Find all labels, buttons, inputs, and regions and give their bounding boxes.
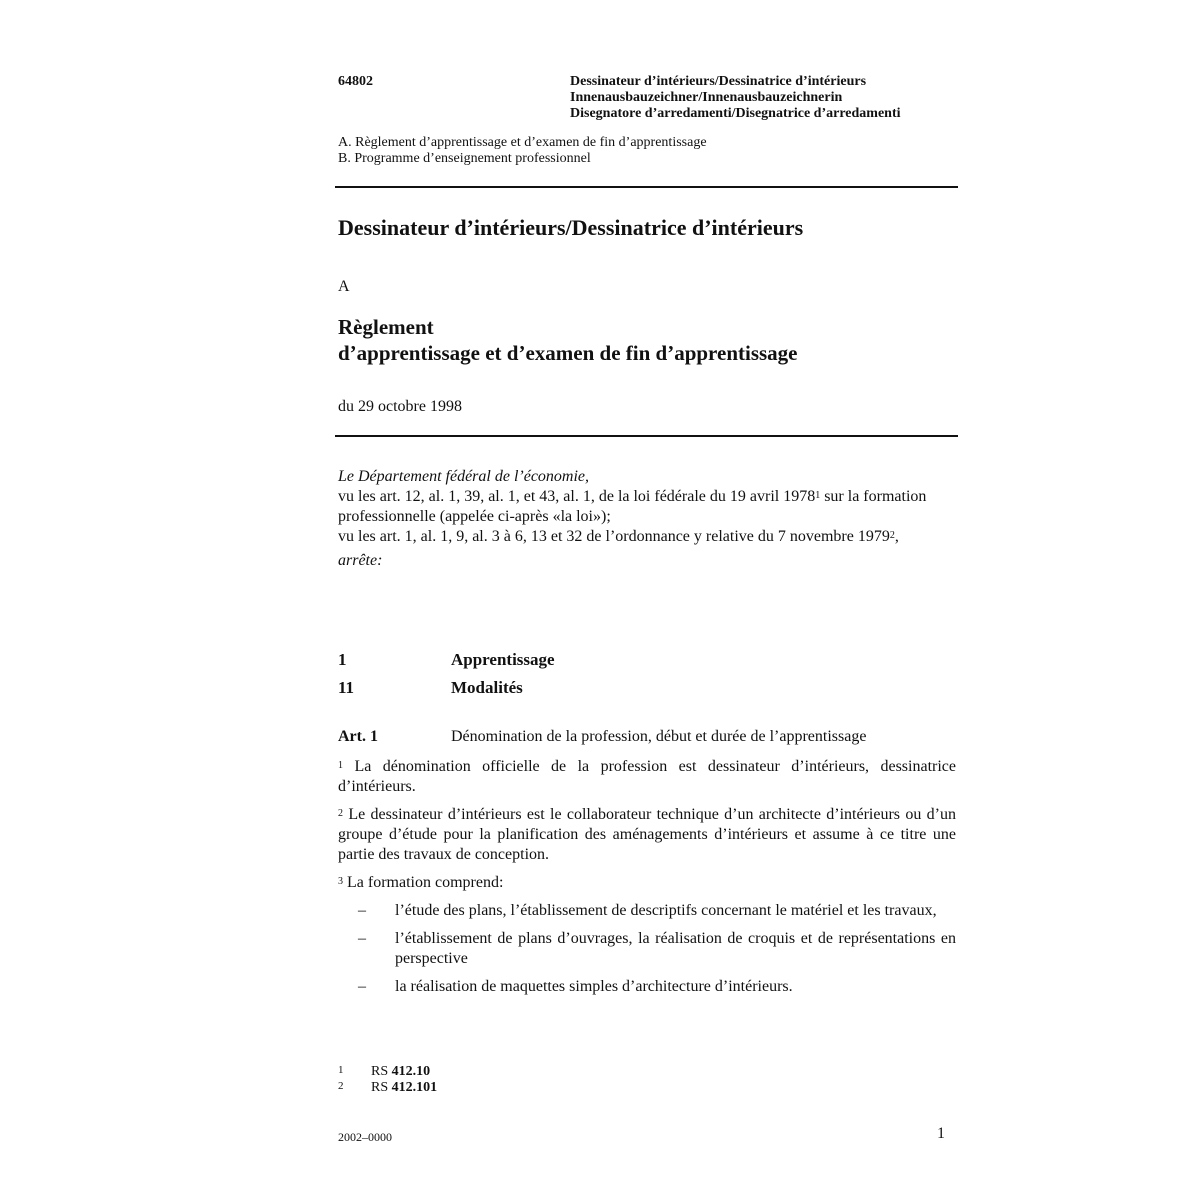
training-list: [338, 901, 956, 997]
heading-number: 11: [338, 678, 355, 697]
footnote-ref-2: 2: [889, 530, 895, 541]
footnote-ref-1: 1: [815, 490, 821, 501]
page-title: Dessinateur d’intérieurs/Dessinatrice d’intérieurs: [338, 215, 804, 240]
footnote-number: 2: [338, 1080, 344, 1092]
article-label: Art. 1: [338, 728, 378, 745]
article-paragraph-3: $^3$ La formation comprend:: [338, 874, 504, 891]
heading-number: 1: [338, 650, 347, 669]
contents-item-a: A. Règlement d’apprentissage et d’examen de fin d’apprentissage: [338, 135, 707, 150]
list-item: – la réalisation de maquettes simples d’architecture d’intérieurs.: [358, 978, 793, 995]
title-german: Innenausbauzeichner/Innenausbauzeichnerin: [570, 90, 843, 105]
list-item: – l’étude des plans, l’établissement de descriptifs concernant le matériel et les travaux,: [358, 902, 937, 919]
regulation-title-line2: d’apprentissage et d’examen de fin d’apprentissage: [338, 341, 798, 365]
dash-bullet: –: [358, 902, 366, 919]
footnote-ref: 412.101: [391, 1080, 438, 1095]
section-letter: A: [338, 278, 350, 295]
list-item: – l’établissement de plans d’ouvrages, la réalisation de croquis et de représentations en perspective: [358, 930, 956, 967]
footnote-ref: 412.10: [391, 1064, 431, 1079]
preamble-vu-2: vu les art. 1, al. 1, 9, al. 3 à 6, 13 et 32 de l’ordonnance y relative du 7 novembre 1979$^2$,: [338, 528, 899, 545]
contents-item-b: B. Programme d’enseignement professionnel: [338, 151, 591, 166]
divider-middle: [335, 435, 958, 437]
preamble-vu-1: vu les art. 12, al. 1, 39, al. 1, et 43, al. 1, de la loi fédérale du 19 avril 1978$^1$ sur la formation professionnelle (appelée ci-après «la loi»);: [338, 488, 927, 525]
page-number: 1: [937, 1125, 945, 1142]
footnote-number: 1: [338, 1064, 344, 1076]
dash-bullet: –: [358, 978, 366, 995]
regulation-date: du 29 octobre 1998: [338, 398, 462, 415]
heading-text: Modalités: [451, 678, 523, 697]
article-paragraph-1: $^1$ La dénomination officielle de la profession est dessinateur d’intérieurs, dessinatrice d’intérieurs.: [338, 758, 957, 795]
contents-list: [338, 135, 707, 167]
title-italian: Disegnatore d’arredamenti/Disegnatrice d’arredamenti: [570, 106, 901, 121]
preamble-authority: Le Département fédéral de l’économie,: [338, 468, 590, 485]
regulation-title: [338, 314, 798, 366]
article-paragraph-2: $^2$ Le dessinateur d’intérieurs est le collaborateur technique d’un architecte d’intérieurs ou d’un groupe d’étude pour la planification des aménagements d’intérieurs et assume à ce titre une partie des travaux de conception.: [338, 806, 957, 863]
title-french: Dessinateur d’intérieurs/Dessinatrice d’intérieurs: [570, 74, 867, 89]
regulation-title-line1: Règlement: [338, 315, 434, 339]
preamble-decree: arrête:: [338, 552, 383, 569]
article-body: [338, 757, 956, 1005]
profession-titles: [570, 74, 901, 122]
dash-bullet: –: [358, 930, 366, 947]
article-title: Dénomination de la profession, début et durée de l’apprentissage: [451, 728, 867, 745]
heading-text: Apprentissage: [451, 650, 555, 669]
document-number: 64802: [338, 74, 373, 89]
document-reference: 2002–0000: [338, 1130, 392, 1144]
preamble: [338, 467, 958, 571]
divider-top: [335, 186, 958, 188]
